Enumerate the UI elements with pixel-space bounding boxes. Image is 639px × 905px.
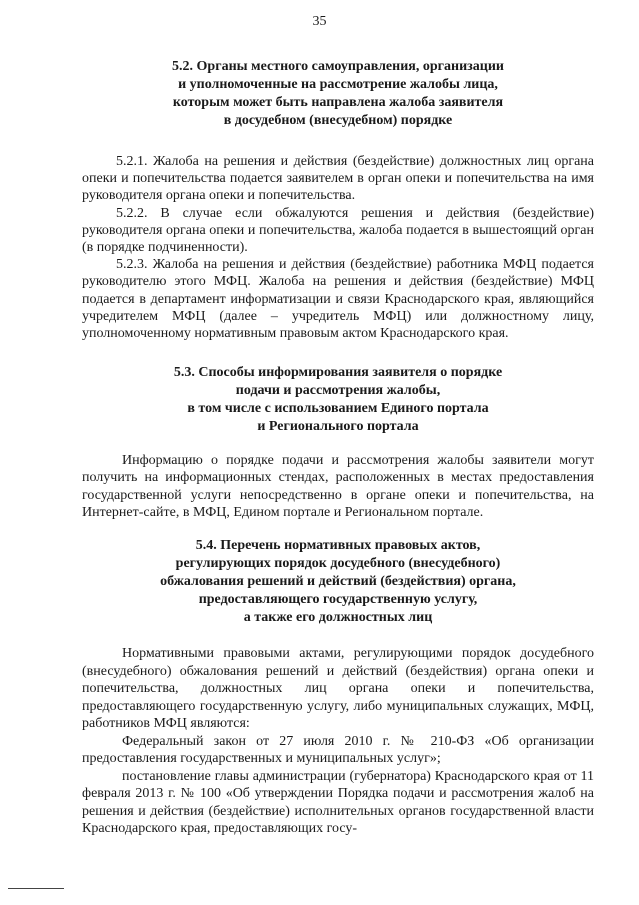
- section-5-3: [82, 364, 594, 521]
- heading-line: и Регионального портала: [257, 419, 419, 435]
- document-body: [82, 58, 594, 838]
- section-5-2: [82, 58, 594, 342]
- section-heading: [82, 364, 594, 436]
- heading-line: и уполномоченные на рассмотрение жалобы лица,: [178, 77, 498, 92]
- heading-line: подачи и рассмотрения жалобы,: [235, 383, 441, 399]
- heading-line: регулирующих порядок досудебного (внесудебного): [175, 556, 501, 572]
- paragraph: постановление главы администрации (губернатора) Краснодарского края от 11 февраля 2013 г. № 100 «Об утверждении Порядка подачи и рассмотрения жалоб на решения и действия (бездействие) исполнительных органов государственной власти Краснодарского края, предоставляющих госу-: [82, 768, 594, 837]
- heading-line: а также его должностных лиц: [243, 610, 433, 626]
- paragraph: Федеральный закон от 27 июля 2010 г. № 210-ФЗ «Об организации предоставления государственных и муниципальных услуг»;: [82, 733, 594, 767]
- heading-line: в том числе с использованием Единого портала: [187, 401, 489, 417]
- heading-line: 5.2. Органы местного самоуправления, организации: [172, 59, 504, 74]
- heading-line: 5.4. Перечень нормативных правовых актов,: [195, 538, 481, 554]
- paragraph: Нормативными правовыми актами, регулирующими порядок досудебного (внесудебного) обжалования решений и действий (бездействия) органа опеки и попечительства, должностных лиц органа опеки и попечительства, предоставляющего государственную услугу, либо муниципальных служащих, МФЦ, работников МФЦ являются:: [82, 646, 594, 732]
- paragraph: 5.2.2. В случае если обжалуются решения и действия (бездействие) руководителя органа опеки и попечительства, жалоба подается в вышестоящий орган (в порядке подчиненности).: [82, 205, 594, 256]
- heading-line: обжалования решений и действий (бездействия) органа,: [160, 574, 516, 590]
- footnote-divider: [8, 888, 64, 889]
- paragraph: 5.2.3. Жалоба на решения и действия (бездействие) работника МФЦ подается руководителю этого МФЦ. Жалоба на решения и действия (бездействие) МФЦ подается в департамент информатизации и связи Краснодарского края, являющийся учредителем МФЦ (далее – учредитель МФЦ) или должностному лицу, уполномоченному нормативным правовым актом Краснодарского края.: [82, 257, 594, 342]
- page-number: 35: [312, 14, 327, 29]
- heading-line: в досудебном (внесудебном) порядке: [223, 113, 453, 128]
- heading-line: предоставляющего государственную услугу,: [198, 592, 478, 608]
- paragraph: 5.2.1. Жалоба на решения и действия (бездействие) должностных лиц органа опеки и попечительства подается заявителем в орган опеки и попечительства на имя руководителя органа опеки и попечительства.: [82, 154, 594, 204]
- paragraph: Информацию о порядке подачи и рассмотрения жалобы заявители могут получить на информационных стендах, расположенных в местах предоставления государственной услуги непосредственно в органе опеки и попечительства, на Интернет-сайте, в МФЦ, Едином портале и Региональном портале.: [82, 453, 594, 520]
- section-5-4: [82, 537, 594, 838]
- heading-line: 5.3. Способы информирования заявителя о порядке: [173, 365, 503, 381]
- section-heading: [82, 58, 594, 130]
- section-heading: [82, 537, 594, 627]
- heading-line: которым может быть направлена жалоба заявителя: [172, 95, 504, 110]
